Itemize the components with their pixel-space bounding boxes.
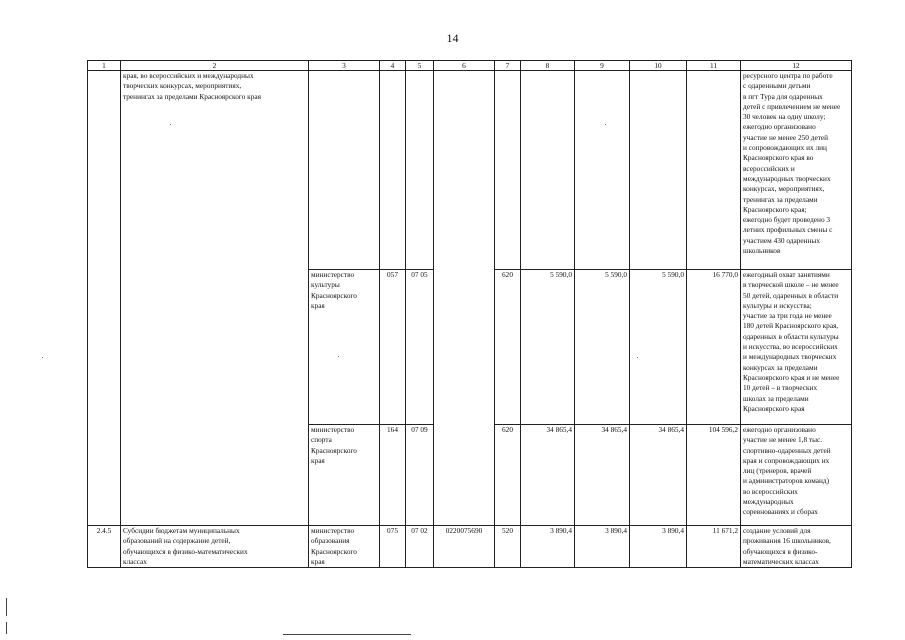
cell-year-2: 3 890,4	[575, 526, 630, 568]
cell-total: 11 671,2	[687, 526, 741, 568]
cell-total	[687, 71, 741, 270]
cell-grbs	[380, 71, 406, 270]
cell-year-3: 3 890,4	[630, 526, 687, 568]
cell-target-article: 0220075690	[434, 526, 495, 568]
cell-year-1: 34 865,4	[521, 425, 575, 526]
cell-expense-type: 620	[495, 270, 521, 425]
cell-year-2: 5 590,0	[575, 270, 630, 425]
header-cell: 12	[741, 61, 852, 71]
cell-section: 07 05	[406, 270, 434, 425]
scan-speck	[338, 356, 339, 357]
header-cell: 10	[630, 61, 687, 71]
cell-year-3: 5 590,0	[630, 270, 687, 425]
cell-item-number: 2.4.5	[88, 526, 121, 568]
header-cell: 6	[434, 61, 495, 71]
cell-section: 07 02	[406, 526, 434, 568]
cell-year-1	[521, 71, 575, 270]
cell-grbs: 057	[380, 270, 406, 425]
scan-margin-mark	[6, 598, 7, 616]
table-row	[88, 71, 852, 270]
scan-speck	[170, 124, 171, 125]
cell-section: 07 09	[406, 425, 434, 526]
cell-description: Субсидии бюджетам муниципальных образований на содержание детей, обучающихся в физико-математических классах	[121, 526, 309, 568]
footnote-separator	[283, 634, 411, 635]
cell-year-1: 3 890,4	[521, 526, 575, 568]
cell-ministry: министерство культуры Красноярского края	[309, 270, 380, 425]
cell-grbs: 075	[380, 526, 406, 568]
cell-expense-type: 620	[495, 425, 521, 526]
cell-total: 16 770,0	[687, 270, 741, 425]
scan-margin-mark	[6, 622, 7, 634]
budget-table	[87, 60, 852, 568]
header-cell: 7	[495, 61, 521, 71]
cell-expense-type	[495, 71, 521, 270]
cell-ministry: министерство спорта Красноярского края	[309, 425, 380, 526]
header-cell: 2	[121, 61, 309, 71]
cell-expected-result: создание условий для проживания 16 школьников, обучающихся в физико- математических классах	[741, 526, 852, 568]
header-cell: 3	[309, 61, 380, 71]
cell-section	[406, 71, 434, 270]
cell-year-3	[630, 71, 687, 270]
header-cell: 5	[406, 61, 434, 71]
header-row	[88, 61, 852, 71]
cell-ministry: министерство образования Красноярского края	[309, 526, 380, 568]
cell-item-number	[88, 71, 121, 526]
cell-year-2: 34 865,4	[575, 425, 630, 526]
header-cell: 11	[687, 61, 741, 71]
scan-speck	[637, 357, 638, 358]
page-number: 14	[446, 31, 459, 45]
cell-expected-result: ежегодно организовано участие не менее 1,8 тыс. спортивно-одаренных детей края и сопровождающих их лиц (тренеров, врачей и администраторов команд) во всероссийских международных соревнованиях и сборах	[741, 425, 852, 526]
cell-total: 104 596,2	[687, 425, 741, 526]
cell-year-1: 5 590,0	[521, 270, 575, 425]
cell-expense-type: 520	[495, 526, 521, 568]
table-row	[88, 526, 852, 568]
cell-expected-result: ежегодный охват занятиями в творческой школе – не менее 50 детей, одаренных в области культуры и искусства; участие за три года не менее 180 детей Красноярского края, одаренных в области культуры и искусства, во всероссийских и международных творческих конкурсах за пределами Красноярского края и не менее 10 детей – в творческих школах за пределами Красноярского края	[741, 270, 852, 425]
cell-year-3: 34 865,4	[630, 425, 687, 526]
header-cell: 1	[88, 61, 121, 71]
header-cell: 4	[380, 61, 406, 71]
cell-description: края, во всероссийских и международных творческих конкурсах, мероприятиях, тренингах за пределами Красноярского края	[121, 71, 309, 526]
cell-expected-result: ресурсного центра по работе с одаренными детьми в пгт Тура для одаренных детей с привлечением не менее 30 человек на одну школу; ежегодно организовано участие не менее 250 детей и сопровождающих их лиц Красноярского края во всероссийских и международных творческих конкурсах, мероприятиях, тренингах за пределами Красноярского края; ежегодно будет проведено 3 летних профильных смены с участием 430 одаренных школьников	[741, 71, 852, 270]
cell-target-article	[434, 71, 495, 526]
header-cell: 9	[575, 61, 630, 71]
header-cell: 8	[521, 61, 575, 71]
cell-grbs: 164	[380, 425, 406, 526]
scan-speck	[605, 124, 606, 125]
cell-year-2	[575, 71, 630, 270]
cell-ministry	[309, 71, 380, 270]
scan-speck	[42, 357, 43, 358]
